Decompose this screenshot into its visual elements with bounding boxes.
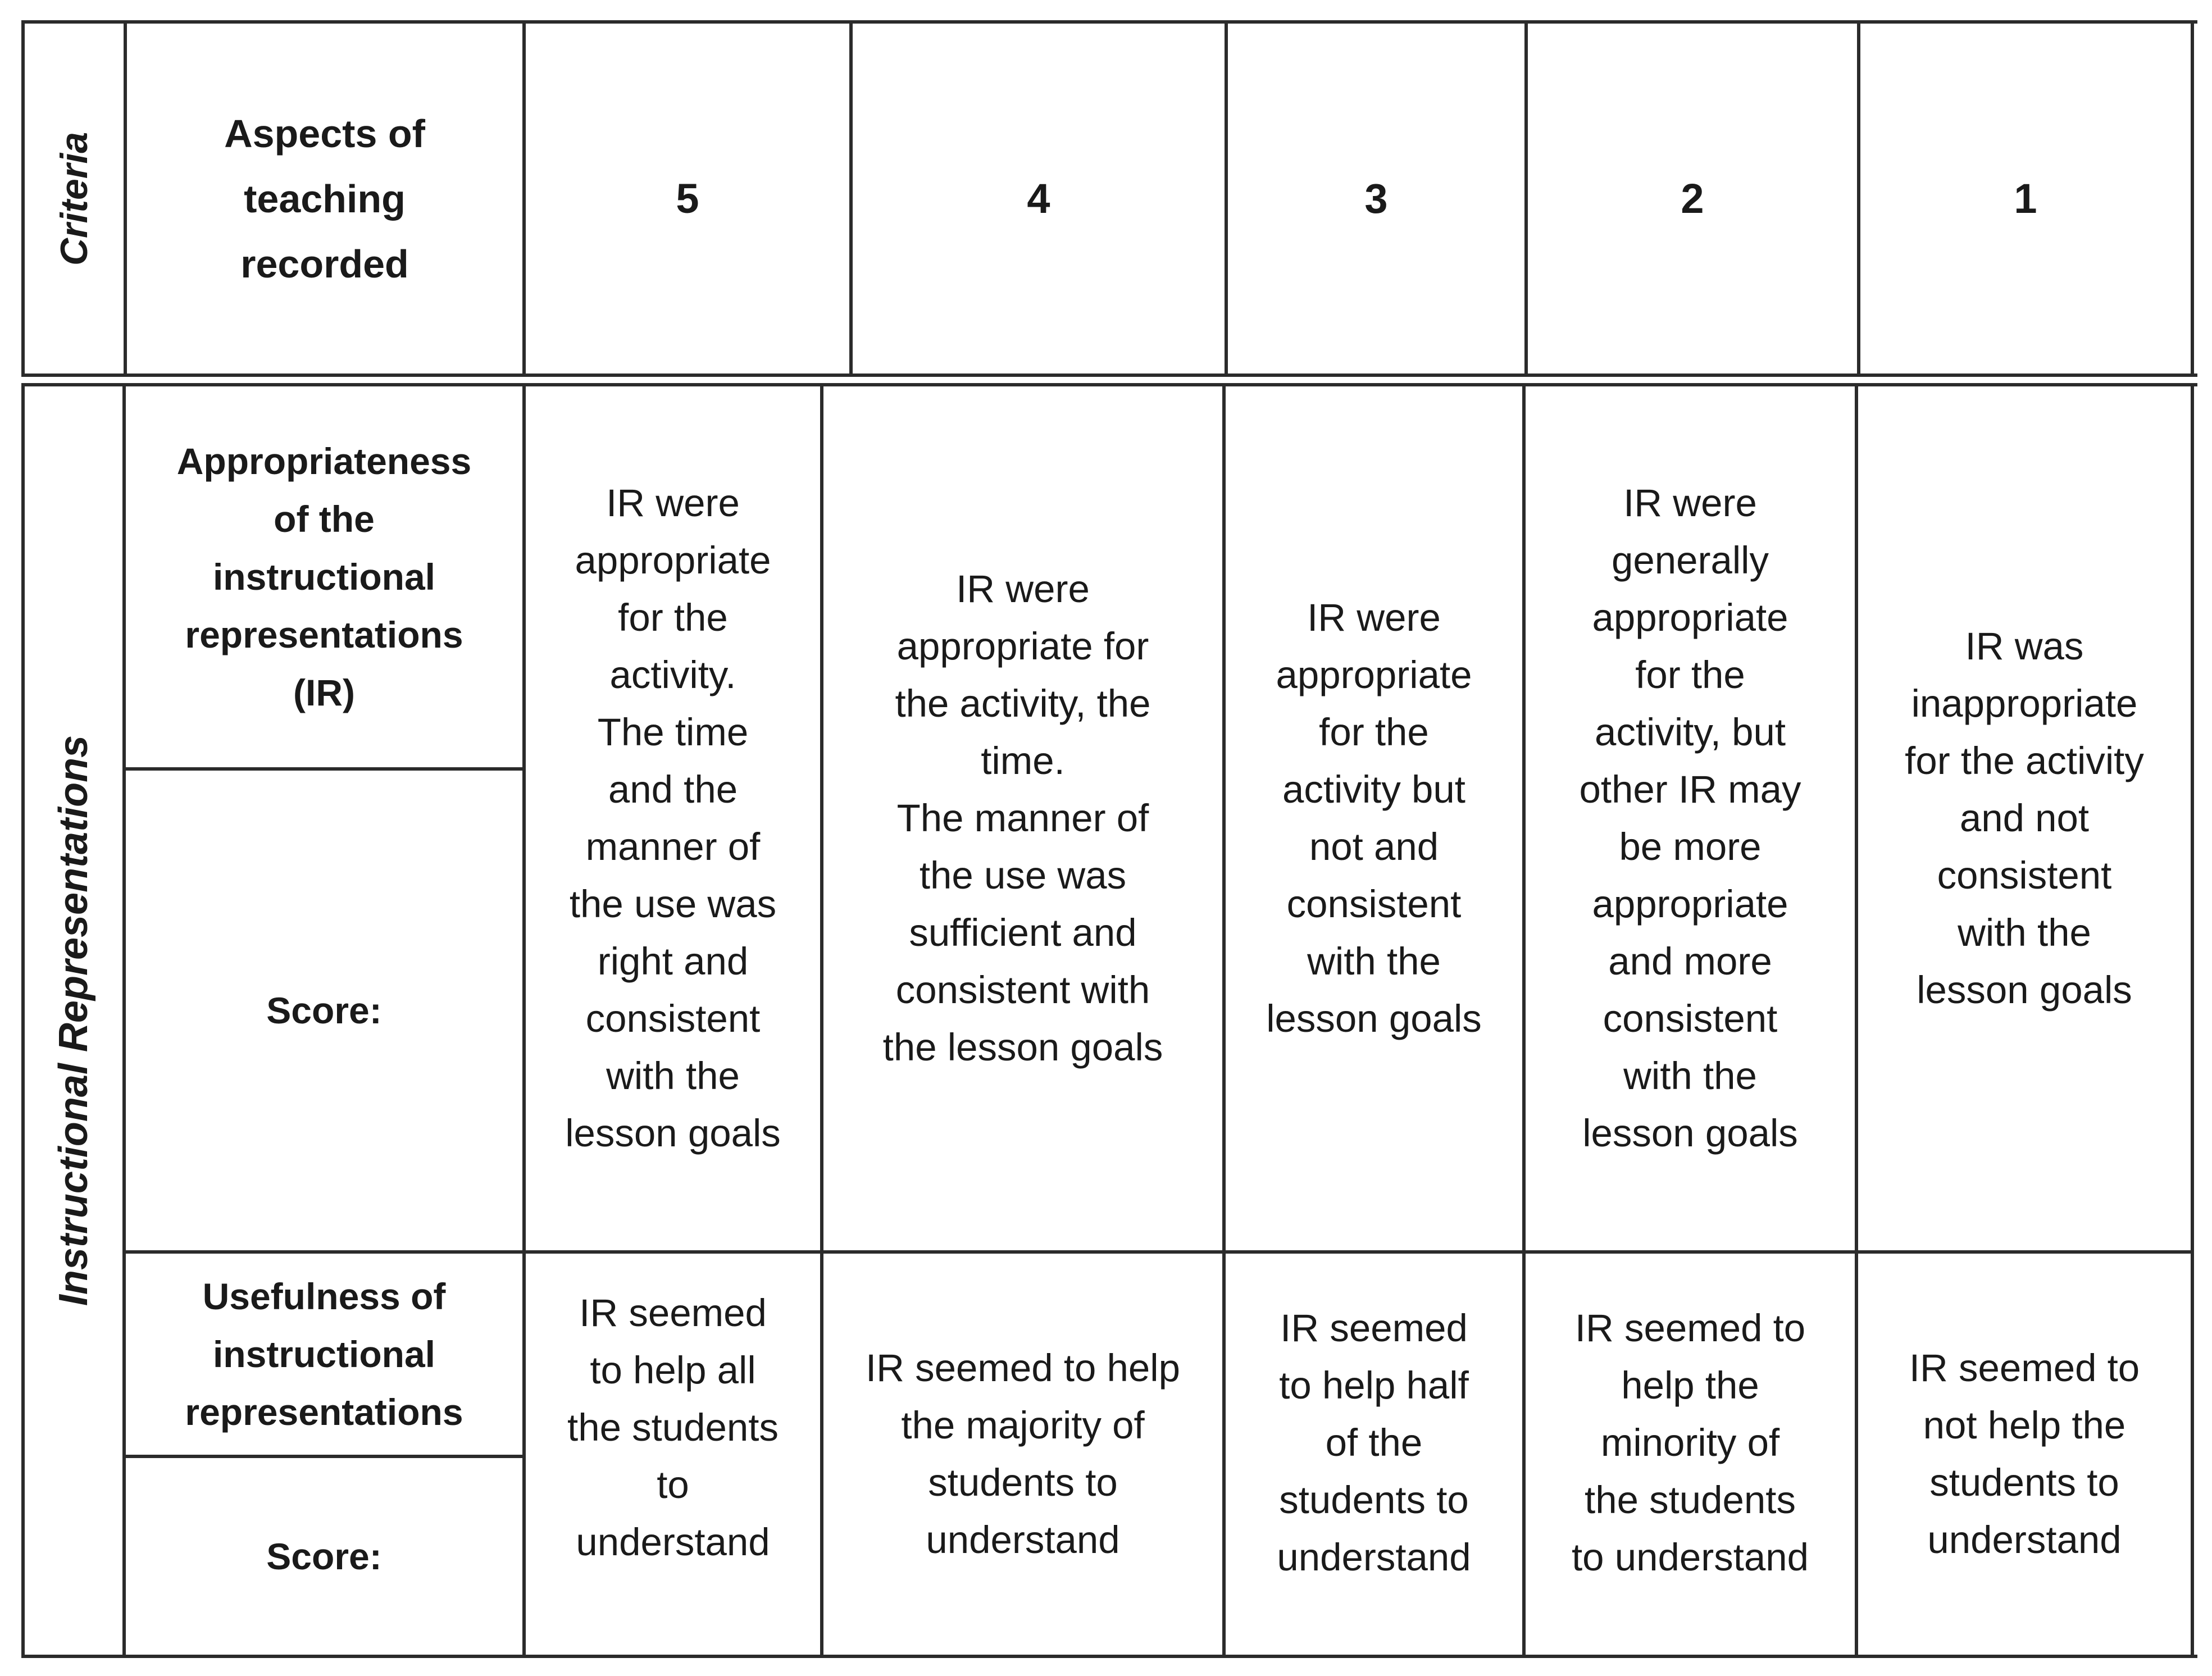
score-5-header: 5 (676, 175, 699, 222)
appropriateness-score-2: IR were generally appropriate for the activity, but other IR may be more appropriate and more consistent with the lesson goals (1579, 481, 1801, 1155)
appropriateness-score-4: IR were appropriate for the activity, the time. The manner of the use was sufficient and consistent with the lesson goals (882, 567, 1163, 1069)
appropriateness-score-3: IR were appropriate for the activity but not and consistent with the lesson goals (1266, 596, 1482, 1040)
score-3-header: 3 (1364, 175, 1388, 222)
score-4-header: 4 (1027, 175, 1050, 222)
aspect-appropriateness: Appropriateness of the instructional representations (IR) (176, 440, 472, 713)
usefulness-score-4: IR seemed to help the majority of students to understand (866, 1346, 1180, 1561)
appropriateness-score-1: IR was inappropriate for the activity and not consistent with the lesson goals (1905, 625, 2144, 1012)
section-label: Instructional Representations (51, 735, 97, 1306)
aspect-usefulness: Usefulness of instructional representations (185, 1275, 463, 1433)
usefulness-score-3: IR seemed to help half of the students to understand (1277, 1306, 1471, 1579)
usefulness-score-2: IR seemed to help the minority of the students to understand (1572, 1306, 1809, 1579)
aspects-header: Aspects of teaching recorded (224, 111, 425, 286)
usefulness-score-1: IR seemed to not help the students to understand (1909, 1346, 2140, 1561)
score-2-header: 2 (1681, 175, 1704, 222)
score-label-usefulness: Score: (266, 1535, 382, 1577)
criteria-header: Criteria (53, 131, 96, 266)
score-label-appropriateness: Score: (266, 989, 382, 1031)
appropriateness-score-5: IR were appropriate for the activity. The time and the manner of the use was right and consistent with the lesson goals (565, 481, 781, 1155)
score-1-header: 1 (2014, 175, 2037, 222)
usefulness-score-5: IR seemed to help all the students to understand (567, 1291, 779, 1564)
